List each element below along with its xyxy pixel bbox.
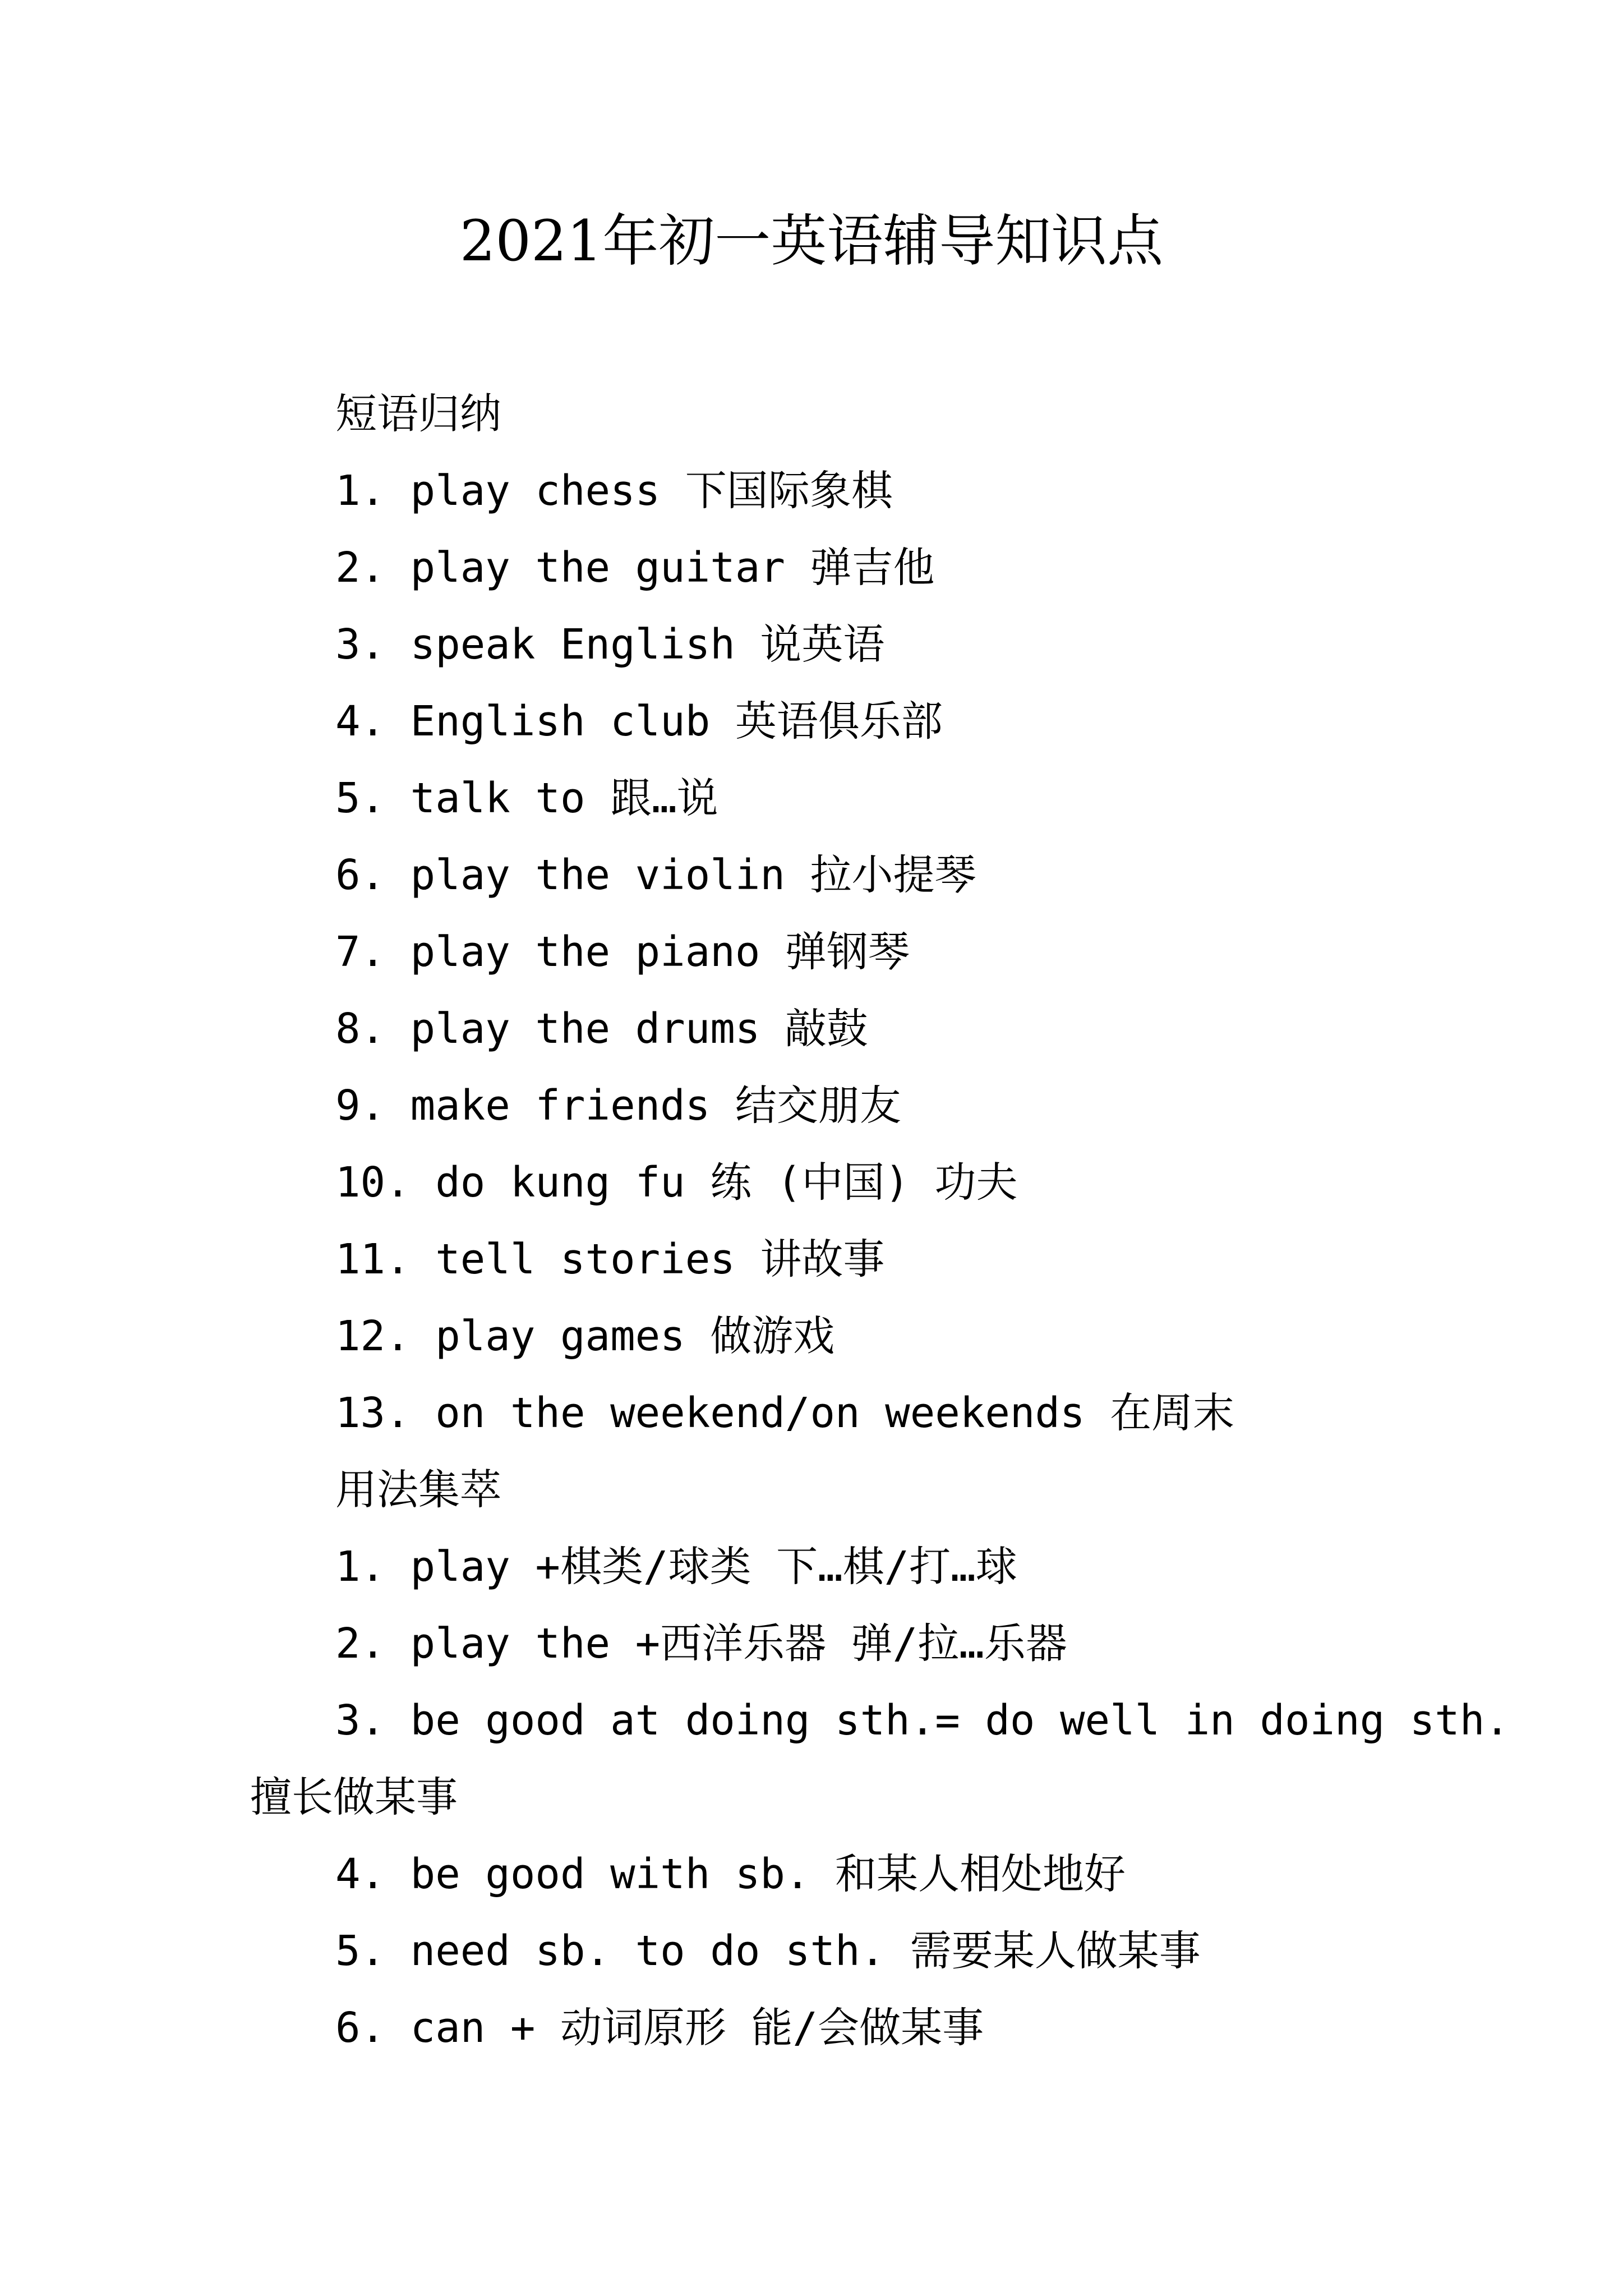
phrase-item: 1. play chess 下国际象棋 <box>335 467 893 515</box>
usage-item: 1. play +棋类/球类 下…棋/打…球 <box>335 1543 1017 1591</box>
phrase-item: 5. talk to 跟…说 <box>335 774 718 822</box>
phrase-item: 3. speak English 说英语 <box>335 620 885 669</box>
phrase-item: 6. play the violin 拉小提琴 <box>335 851 976 899</box>
usage-item: 2. play the +西洋乐器 弹/拉…乐器 <box>335 1619 1067 1668</box>
phrase-item: 11. tell stories 讲故事 <box>335 1235 885 1283</box>
usage-item-continuation: 擅长做某事 <box>250 1773 458 1821</box>
phrase-item: 4. English club 英语俱乐部 <box>335 697 943 746</box>
phrase-item: 12. play games 做游戏 <box>335 1312 835 1360</box>
usage-item: 3. be good at doing sth.= do well in doing sth. <box>335 1696 1510 1745</box>
document-title: 2021年初一英语辅导知识点 <box>459 208 1164 274</box>
usage-item: 6. can + 动词原形 能/会做某事 <box>335 2004 984 2052</box>
phrase-item: 2. play the guitar 弹吉他 <box>335 544 935 592</box>
phrase-item: 7. play the piano 弹钢琴 <box>335 928 910 976</box>
phrase-item: 9. make friends 结交朋友 <box>335 1082 901 1130</box>
usage-item: 5. need sb. to do sth. 需要某人做某事 <box>335 1927 1201 1975</box>
phrase-item: 8. play the drums 敲鼓 <box>335 1005 868 1053</box>
phrase-item: 10. do kung fu 练 (中国) 功夫 <box>335 1158 1018 1207</box>
usage-heading: 用法集萃 <box>335 1466 501 1514</box>
usage-item: 4. be good with sb. 和某人相处地好 <box>335 1850 1126 1898</box>
phrase-item: 13. on the weekend/on weekends 在周末 <box>335 1389 1235 1437</box>
phrases-heading: 短语归纳 <box>335 390 501 438</box>
